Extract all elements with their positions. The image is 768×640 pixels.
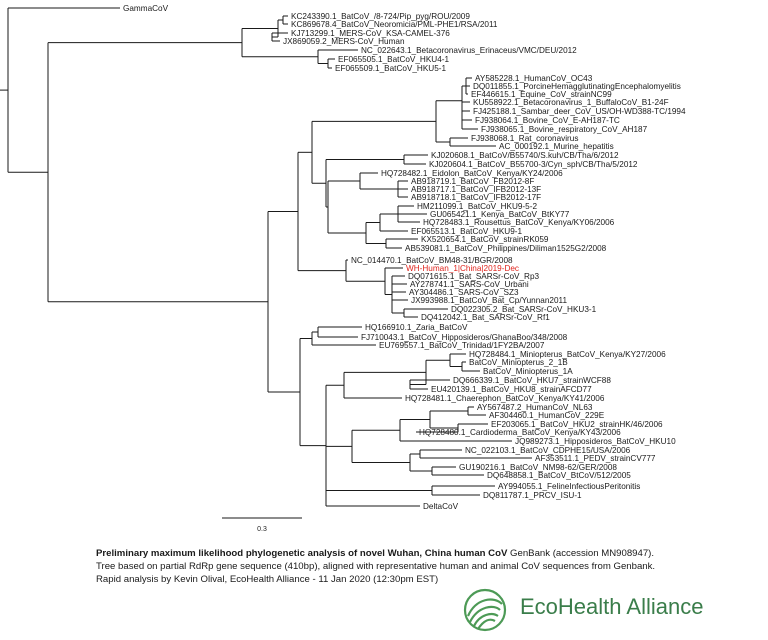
ecohealth-logo <box>458 586 758 634</box>
leaf-label-l25: HQ728483.1_Rousettus_BatCoV_Kenya/KY06/2006 <box>423 218 615 227</box>
leaf-label-l26: EF065513.1_BatCoV_HKU9-1 <box>411 227 523 236</box>
leaf-label-l42: DQ666339.1_BatCoV_HKU7_strainWCF88 <box>453 376 611 385</box>
leaf-label-l11: KU558922.1_Betacoronavirus_1_BuffaloCoV_B1-24F <box>473 98 669 107</box>
leaf-label-l39: HQ728484.1_Miniopterus_BatCoV_Kenya/KY27/2006 <box>469 350 666 359</box>
leaf-label-l24: GU065421.1_Kenya_BatCoV_BtKY77 <box>430 210 570 219</box>
leaf-label-l33: JX993988.1_BatCoV_Bat_Cp/Yunnan2011 <box>411 296 567 305</box>
leaf-label-l5: NC_022643.1_Betacoronavirus_Erinaceus/VMC/DEU/2012 <box>361 46 577 55</box>
leaf-label-l6: EF065505.1_BatCoV_HKU4-1 <box>338 55 450 64</box>
leaf-label-l51: AF353511.1_PEDV_strainCV777 <box>535 454 656 463</box>
leaf-label-l22: AB918718.1_BatCoV_IFB2012-17F <box>411 193 542 202</box>
leaf-label-l19: HQ728482.1_Eidolon_BatCoV_Kenya/KY24/2006 <box>381 169 563 178</box>
caption-line-3: Rapid analysis by Kevin Olival, EcoHealth Alliance - 11 Jan 2020 (12:30pm EST) <box>96 574 439 585</box>
leaf-label-l45: AY567487.2_HumanCoV_NL63 <box>477 403 593 412</box>
leaf-label-l9: DQ011855.1_PorcineHemagglutinatingEncephalomyelitis <box>473 82 681 91</box>
caption-title: Preliminary maximum likelihood phylogenetic analysis of novel Wuhan, China human CoV <box>96 548 508 559</box>
leaf-label-l38: EU769557.1_BatCoV_Trinidad/1FY2BA/2007 <box>379 341 545 350</box>
leaf-label-l16: AC_000192.1_Murine_hepatitis <box>499 142 614 151</box>
leaf-label-l34: DQ022305.2_Bat_SARSr-CoV_HKU3-1 <box>451 305 597 314</box>
leaf-label-l1: KC243390.1_BatCoV_/8-724/Pip_pyg/ROU/2009 <box>291 12 470 21</box>
leaf-label-l49: JQ989273.1_Hipposideros_BatCoV_HKU10 <box>515 437 676 446</box>
leaf-label-l14: FJ938065.1_Bovine_respiratory_CoV_AH187 <box>481 125 648 134</box>
leaf-label-l12: FJ425188.1_Sambar_deer_CoV_US/OH-WD388-TC/1994 <box>473 107 686 116</box>
leaf-label-l40: BatCoV_Miniopterus_2_1B <box>469 358 568 367</box>
figure-caption <box>96 547 736 586</box>
leaf-label-l20: AB918719.1_BatCoV_FB2012-8F <box>411 177 535 186</box>
logo-text: EcoHealth Alliance <box>520 594 704 619</box>
caption-line-2: Tree based on partial RdRp gene sequence (410bp), aligned with representative human and animal CoV sequences from Genbank. <box>96 561 656 572</box>
leaf-label-l35: DQ412042.1_Bat_SARSr-CoV_Rf1 <box>421 313 550 322</box>
leaf-label-l28: AB539081.1_BatCoV_Philippines/Diliman1525G2/2008 <box>405 244 607 253</box>
leaf-label-l17: KJ020608.1_BatCoV/B55740/S.kuh/CB/Tha/6/2012 <box>431 151 619 160</box>
leaf-label-l52: GU190216.1_BatCoV_NM98-62/GER/2008 <box>459 463 617 472</box>
leaf-label-l7: EF065509.1_BatCoV_HKU5-1 <box>335 64 447 73</box>
leaf-label-l53: DQ648858.1_BatCoV_BtCoV/512/2005 <box>487 471 631 480</box>
leaf-label-l50: NC_022103.1_BatCoV_CDPHE15/USA/2006 <box>465 446 631 455</box>
leaf-label-l32: AY304486.1_SARS-CoV_SZ3 <box>409 288 519 297</box>
leaf-label-l4: JX869059.2_MERS-CoV_Human <box>283 37 405 46</box>
leaf-label-l46: AF304460.1_HumanCoV_229E <box>489 411 605 420</box>
leaf-label-wh: WH-Human_1|China|2019-Dec <box>406 264 520 273</box>
leaf-label-l27: KX520654.1_BatCoV_strainRK059 <box>421 235 549 244</box>
leaf-label-l15: FJ938068.1_Rat_coronavirus <box>471 134 579 143</box>
leaf-label-l41: BatCoV_Miniopterus_1A <box>483 367 573 376</box>
leaf-label-l8: AY585228.1_HumanCoV_OC43 <box>475 74 593 83</box>
leaf-label-l43: EU420139.1_BatCoV_HKU8_strainAFCD77 <box>431 385 592 394</box>
leaf-label-l10: EF446615.1_Equine_CoV_strainNC99 <box>471 90 612 99</box>
leaf-label-l21: AB918717.1_BatCoV_IFB2012-13F <box>411 185 542 194</box>
leaf-label-l54: AY994055.1_FelineInfectiousPeritonitis <box>498 482 641 491</box>
leaf-label-l55: DQ811787.1_PRCV_ISU-1 <box>483 491 582 500</box>
leaf-label-l3: KJ713299.1_MERS-CoV_KSA-CAMEL-376 <box>291 29 450 38</box>
leaf-label-l36: HQ166910.1_Zaria_BatCoV <box>365 323 468 332</box>
leaf-label-gamma: GammaCoV <box>123 4 169 13</box>
leaf-label-l31: AY278741.1_SARS-CoV_Urbani <box>410 280 529 289</box>
leaf-label-l37: FJ710043.1_BatCoV_Hipposideros/GhanaBoo/348/2008 <box>361 333 568 342</box>
leaf-label-l2: KC869678.4_BatCoV_Neoromicia/PML-PHE1/RSA/2011 <box>291 20 498 29</box>
leaf-label-l29: NC_014470.1_BatCoV_BM48-31/BGR/2008 <box>351 256 513 265</box>
leaf-label-l18: KJ020604.1_BatCoV_B55700-3/Cyn_sph/CB/Tha/5/2012 <box>429 160 638 169</box>
caption-accession: GenBank (accession MN908947). <box>507 548 655 559</box>
leaf-label-l48: HQ728480.1_Cardioderma_BatCoV_Kenya/KY43/2006 <box>419 428 621 437</box>
leaf-label-l44: HQ728481.1_Chaerephon_BatCoV_Kenya/KY41/2006 <box>405 394 605 403</box>
leaf-label-l47: EF203065.1_BatCoV_HKU2_strainHK/46/2006 <box>491 420 663 429</box>
leaf-label-l13: FJ938064.1_Bovine_CoV_E-AH187-TC <box>475 116 620 125</box>
leaf-label-l30: DQ071615.1_Bat_SARSr-CoV_Rp3 <box>408 272 540 281</box>
leaf-spiral-icon <box>458 586 512 634</box>
leaf-label-delta: DeltaCoV <box>423 502 459 511</box>
scale-bar-label: 0.3 <box>257 526 267 533</box>
leaf-label-l23: HM211099.1_BatCoV_HKU9-5-2 <box>417 202 537 211</box>
